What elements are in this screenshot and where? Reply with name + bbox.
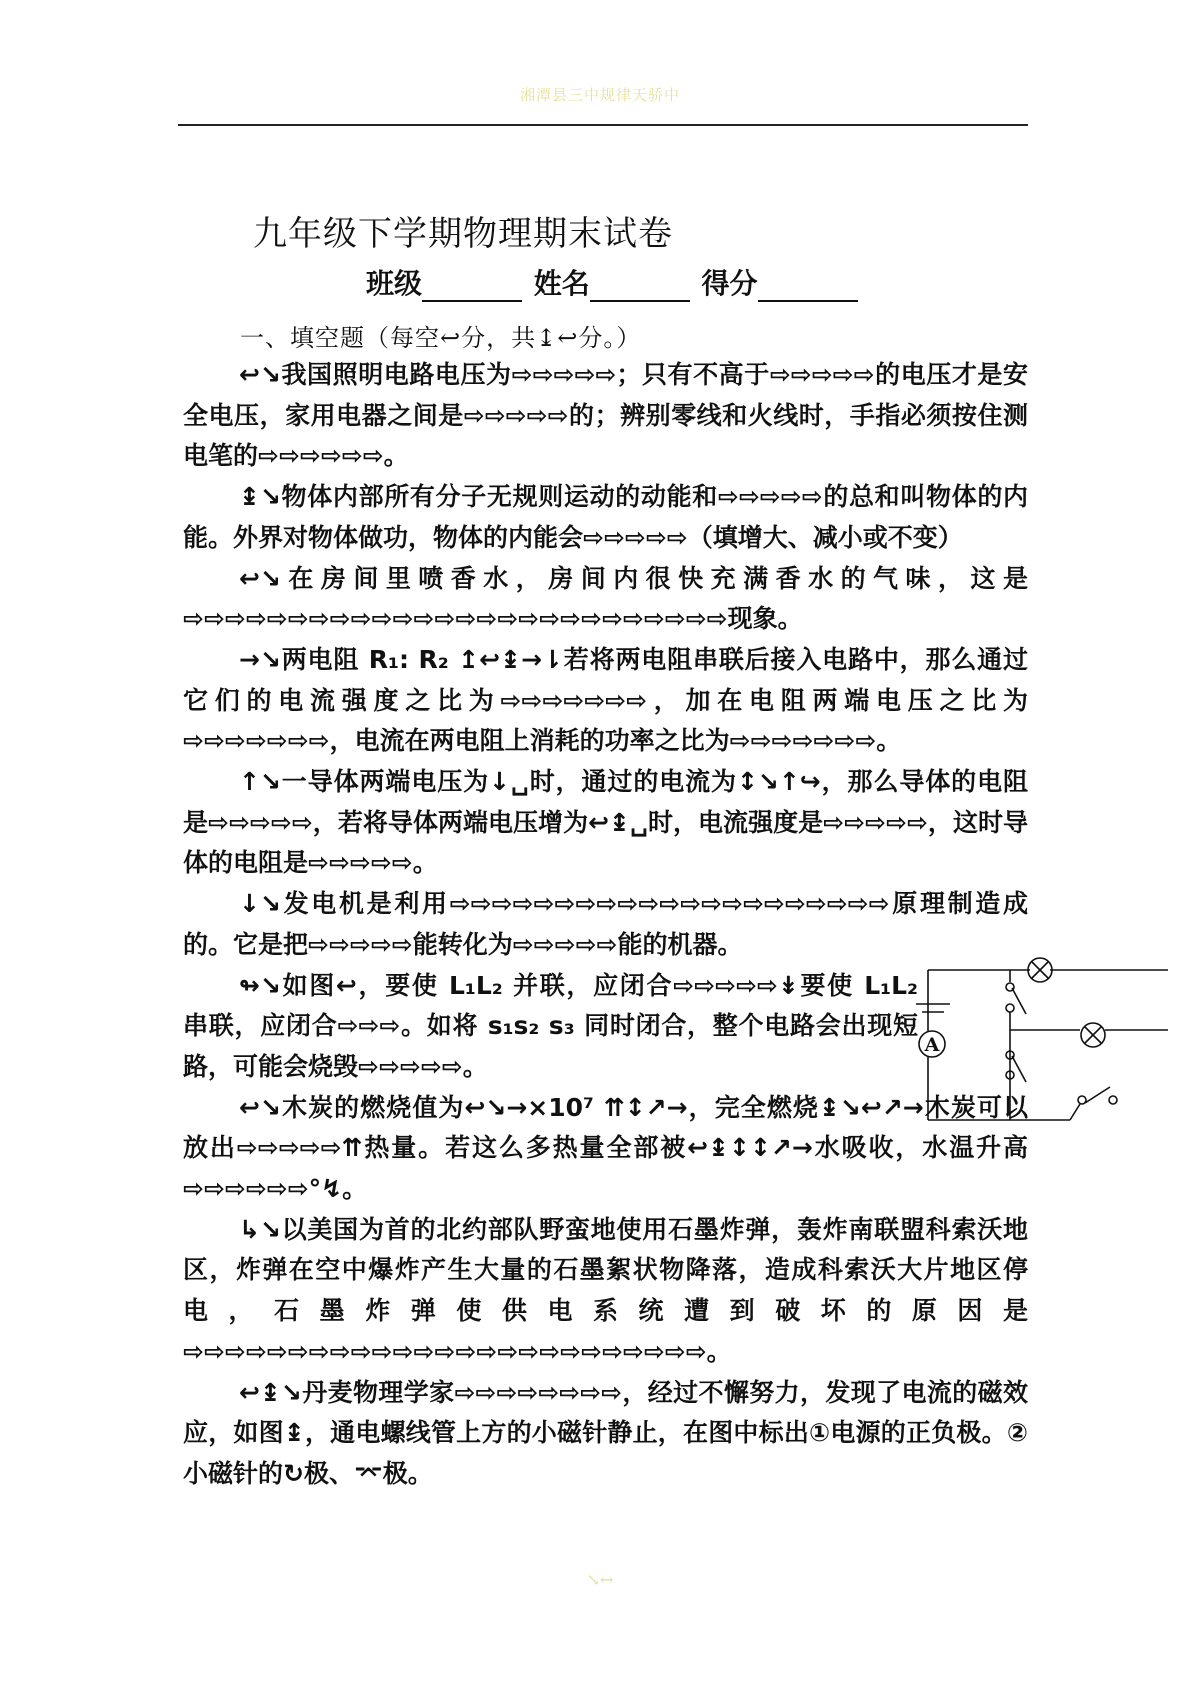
score-label: 得分 (701, 267, 758, 300)
ammeter-icon (919, 1031, 945, 1057)
page-number (0, 1570, 1200, 1589)
question-1: ↩↘我国照明电路电压为⇨⇨⇨⇨⇨；只有不高于⇨⇨⇨⇨⇨的电压才是安全电压，家用电器之间是⇨⇨⇨⇨⇨的；辨别零线和火线时，手指必须按住测电笔的⇨⇨⇨⇨⇨⇨。 (183, 360, 1028, 471)
question-list (183, 355, 1028, 1495)
question-4: →↘两电阻 R₁: R₂ ↥↩↨→⇂若将两电阻串联后接入电路中，那么通过它们的电流强度之比为⇨⇨⇨⇨⇨⇨⇨，加在电阻两端电压之比为⇨⇨⇨⇨⇨⇨⇨，电流在两电阻上消耗的功率之比为⇨⇨⇨⇨⇨⇨⇨。 (183, 644, 1028, 756)
question-5: ↑↘一导体两端电压为↓␣时，通过的电流为↕↘↑↪，那么导体的电阻是⇨⇨⇨⇨⇨，若将导体两端电压增为↩↨␣时，电流强度是⇨⇨⇨⇨⇨，这时导体的电阻是⇨⇨⇨⇨⇨。 (183, 767, 1028, 878)
question-2: ↨↘物体内部所有分子无规则运动的动能和⇨⇨⇨⇨⇨的总和叫物体的内能。外界对物体做功，物体的内能会⇨⇨⇨⇨⇨（填增大、减小或不变） (183, 482, 1028, 552)
page-header-text: 湘潭县三中规律天骄中 (519, 86, 680, 104)
question-3: ↩↘在房间里喷香水，房间内很快充满香水的气味，这是⇨⇨⇨⇨⇨⇨⇨⇨⇨⇨⇨⇨⇨⇨⇨⇨⇨⇨⇨⇨⇨⇨⇨⇨⇨⇨现象。 (183, 563, 1028, 634)
question-6: ↓↘发电机是利用⇨⇨⇨⇨⇨⇨⇨⇨⇨⇨⇨⇨⇨⇨⇨⇨⇨⇨⇨⇨⇨原理制造成的。它是把⇨⇨⇨⇨⇨能转化为⇨⇨⇨⇨⇨能的机器。 (183, 889, 1028, 959)
question-8: ↩↘木炭的燃烧值为↩↘→×10⁷ ⇈↕↗→，完全燃烧↨↘↩↗→木炭可以放出⇨⇨⇨⇨⇨⇈热量。若这么多热量全部被↩↨↕↕↗→水吸收，水温升高⇨⇨⇨⇨⇨⇨°↯。 (183, 1092, 1028, 1204)
circuit-diagram (924, 960, 1170, 1170)
header-rule (178, 124, 1028, 126)
page-number-text: ↘↔ (586, 1570, 614, 1589)
question-9: ↳↘以美国为首的北约部队野蛮地使用石墨炸弹，轰炸南联盟科索沃地区，炸弹在空中爆炸产生大量的石墨絮状物降落，造成科索沃大片地区停电，石墨炸弹使供电系统遭到破坏的原因是⇨⇨⇨⇨⇨⇨⇨⇨⇨⇨⇨⇨⇨⇨⇨⇨⇨⇨⇨⇨⇨⇨⇨⇨⇨。 (183, 1214, 1028, 1366)
svg-text:A: A (924, 1034, 940, 1056)
question-7: ↬↘如图↩，要使 L₁L₂ 并联，应闭合⇨⇨⇨⇨⇨↡要使 L₁L₂ 串联，应闭合⇨⇨⇨。如将 s₁s₂ s₃ 同时闭合，整个电路会出现短路，可能会烧毁⇨⇨⇨⇨⇨。 (183, 970, 918, 1081)
class-blank (422, 274, 522, 302)
class-label: 班级 (366, 267, 423, 300)
document-title: 九年级下学期物理期末试卷 (253, 214, 673, 254)
score-blank (758, 274, 858, 302)
name-blank (590, 274, 690, 302)
question-10: ↩↨↘丹麦物理学家⇨⇨⇨⇨⇨⇨⇨⇨，经过不懈努力，发现了电流的磁效应，如图↨，通电螺线管上方的小磁针静止，在图中标出①电源的正负极。②小磁针的↻极、⌤极。 (183, 1377, 1028, 1488)
section-title: 一、填空题（每空↩分，共↨↩分。） (240, 324, 642, 352)
name-label: 姓名 (533, 267, 590, 300)
student-info-line (366, 262, 860, 302)
